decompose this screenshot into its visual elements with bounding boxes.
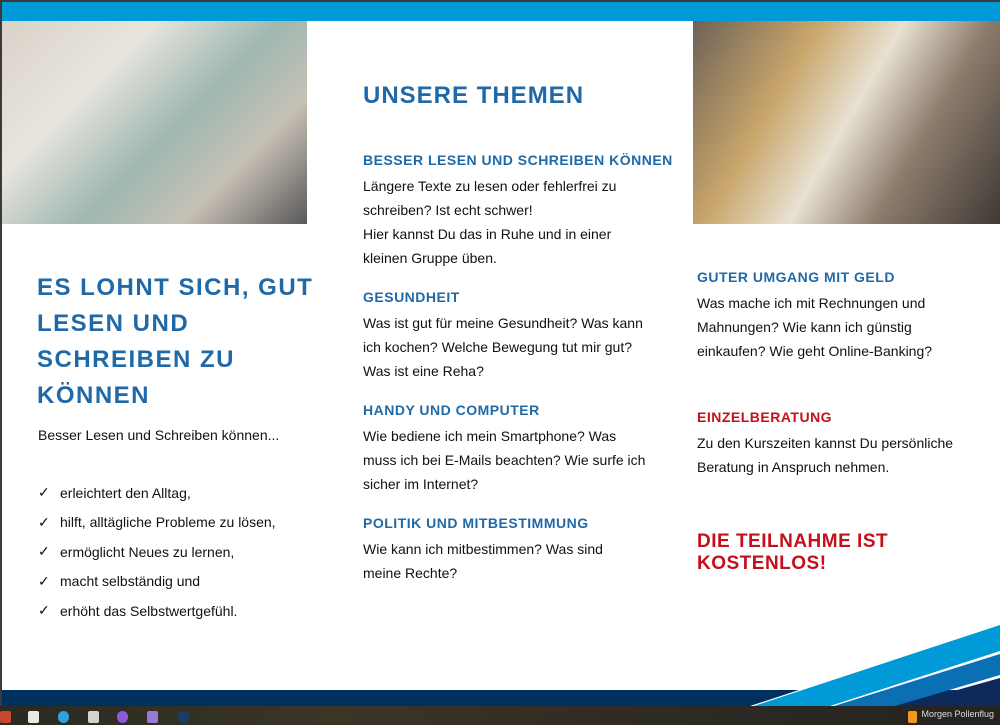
free-participation-notice: DIE TEILNAHME IST KOSTENLOS! — [697, 531, 889, 574]
app-icon[interactable] — [117, 711, 128, 723]
topic-text: Was ist gut für meine Gesundheit? Was kann ich kochen? Welche Bewegung tut mir gut? Was ist eine Reha? — [363, 315, 643, 379]
app-icon[interactable] — [147, 711, 158, 723]
check-icon: ✓ — [38, 543, 50, 560]
advice-heading: EINZELBERATUNG — [697, 409, 833, 425]
advice-text: Zu den Kurszeiten kannst Du persönliche Beratung in Anspruch nehmen. — [697, 435, 954, 475]
app-icon[interactable] — [178, 711, 189, 723]
telegram-icon[interactable] — [58, 711, 69, 723]
topic-heading: GUTER UMGANG MIT GELD — [697, 269, 895, 285]
headline: ES LOHNT SICH, GUT LESEN UND SCHREIBEN ZU KÖNNEN — [37, 274, 314, 409]
topic-text: Was mache ich mit Rechnungen und Mahnungen? Wie kann ich günstig einkaufen? Wie geht Online-Banking? — [697, 295, 933, 359]
decorative-stripes — [2, 2, 1000, 706]
intro-text: Besser Lesen und Schreiben können... — [38, 427, 280, 443]
check-icon: ✓ — [38, 602, 50, 619]
tray-weather-text[interactable]: Morgen Pollenflug — [921, 709, 994, 719]
benefit-text: erhöht das Selbstwertgefühl. — [60, 602, 238, 619]
app-icon[interactable] — [88, 711, 99, 723]
check-icon: ✓ — [38, 484, 50, 501]
powerpoint-icon[interactable] — [0, 711, 11, 723]
check-icon: ✓ — [38, 513, 50, 530]
taskbar — [0, 706, 1000, 725]
section-title: UNSERE THEMEN — [363, 82, 585, 109]
topic-heading: GESUNDHEIT — [363, 289, 460, 305]
topic-text: Wie bediene ich mein Smartphone? Was muss ich bei E-Mails beachten? Wie surfe ich sicher im Internet? — [363, 428, 646, 492]
check-icon: ✓ — [38, 572, 50, 589]
store-icon[interactable] — [28, 711, 39, 723]
benefit-text: ermöglicht Neues zu lernen, — [60, 543, 235, 560]
topic-text: Längere Texte zu lesen oder fehlerfrei zu schreiben? Ist echt schwer! Hier kannst Du das in Ruhe und in einer kleinen Gruppe üben. — [363, 178, 617, 266]
topic-heading: HANDY UND COMPUTER — [363, 402, 540, 418]
benefit-text: macht selbständig und — [60, 573, 201, 590]
topic-heading: POLITIK UND MITBESTIMMUNG — [363, 515, 589, 531]
weather-icon — [908, 711, 917, 723]
benefit-text: hilft, alltägliche Probleme zu lösen, — [60, 514, 276, 531]
topic-heading: BESSER LESEN UND SCHREIBEN KÖNNEN — [363, 152, 673, 168]
benefit-text: erleichtert den Alltag, — [60, 484, 191, 501]
topic-text: Wie kann ich mitbestimmen? Was sind meine Rechte? — [363, 541, 603, 581]
brochure-page — [2, 2, 1000, 706]
